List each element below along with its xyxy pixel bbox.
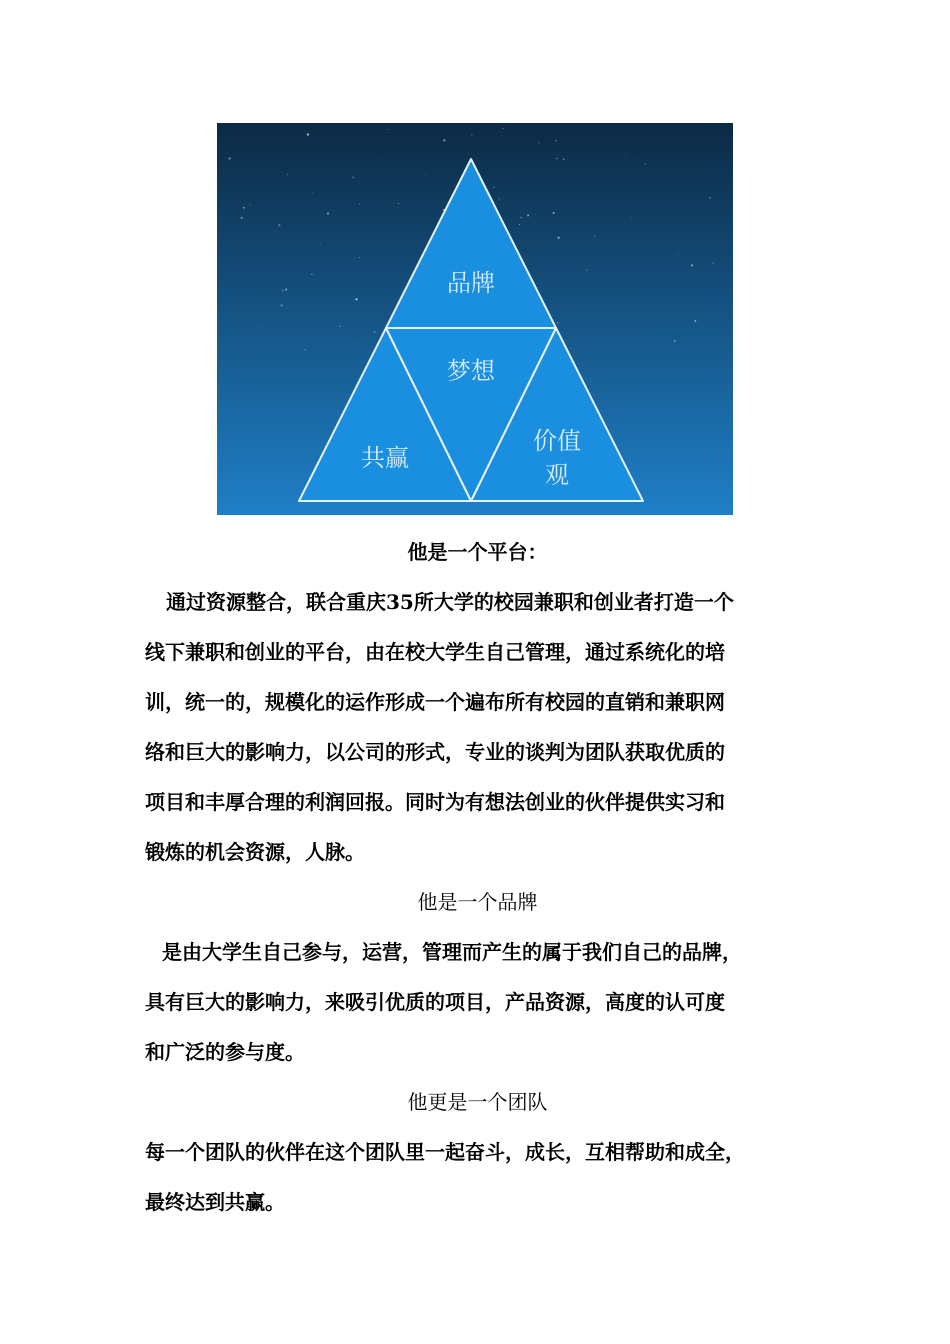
paragraph-line: 项目和丰厚合理的利润回报。同时为有想法创业的伙伴提供实习和	[145, 790, 725, 814]
star	[674, 340, 675, 341]
star	[527, 214, 529, 216]
star	[374, 331, 376, 333]
star	[709, 197, 711, 199]
star	[557, 237, 559, 239]
paragraph-line: 络和巨大的影响力，以公司的形式，专业的谈判为团队获取优质的	[145, 740, 725, 764]
star	[250, 204, 251, 205]
paragraph-line: 具有巨大的影响力，来吸引优质的项目，产品资源，高度的认可度	[145, 990, 725, 1014]
star	[304, 349, 306, 351]
star	[359, 203, 360, 204]
star	[425, 174, 426, 175]
pyramid-diagram	[217, 123, 733, 515]
paragraph-line: 通过资源整合，联合重庆35所大学的校园兼职和创业者打造一个	[166, 590, 734, 614]
star	[359, 257, 360, 258]
star	[313, 192, 314, 193]
star	[339, 326, 341, 328]
star	[557, 322, 558, 323]
star	[502, 128, 503, 129]
star	[594, 236, 595, 237]
star	[354, 343, 355, 344]
heading-team: 他更是一个团队	[407, 1090, 548, 1114]
star	[355, 298, 357, 300]
star	[586, 269, 587, 270]
label-brand: 品牌	[447, 269, 495, 297]
paragraph-line: 训，统一的，规模化的运作形成一个遍布所有校园的直销和兼职网	[145, 690, 725, 714]
star	[443, 139, 445, 141]
star	[282, 290, 284, 292]
star	[307, 133, 309, 135]
star	[624, 154, 625, 155]
label-values-line1: 价值	[533, 427, 581, 455]
star	[499, 198, 500, 199]
star	[286, 174, 288, 176]
heading-platform: 他是一个平台：	[407, 540, 548, 564]
star	[712, 241, 713, 242]
paragraph-line: 线下兼职和创业的平台，由在校大学生自己管理，通过系统化的培	[145, 640, 725, 664]
paragraph-line: 锻炼的机会资源，人脉。	[145, 840, 365, 864]
star	[285, 289, 287, 291]
star	[691, 264, 693, 266]
paragraph-line: 每一个团队的伙伴在这个团队里一起奋斗，成长，互相帮助和成全，	[145, 1140, 745, 1164]
star	[311, 274, 312, 275]
label-dream: 梦想	[447, 357, 495, 385]
star	[471, 134, 472, 135]
paragraph-line: 和广泛的参与度。	[145, 1040, 305, 1064]
label-win-win: 共赢	[361, 444, 409, 472]
star	[256, 325, 257, 326]
label-values-line2: 观	[545, 461, 569, 489]
heading-brand: 他是一个品牌	[417, 890, 538, 914]
star	[243, 207, 245, 209]
star	[519, 224, 520, 225]
star	[387, 129, 388, 130]
star	[713, 262, 714, 263]
star	[694, 320, 696, 322]
star	[327, 213, 329, 215]
star	[304, 131, 305, 132]
star	[493, 187, 494, 188]
body-text	[145, 527, 810, 1227]
star	[563, 158, 565, 160]
star	[229, 158, 231, 160]
paragraph-line: 最终达到共赢。	[145, 1190, 285, 1214]
paragraph-line: 是由大学生自己参与，运营，管理而产生的属于我们自己的品牌，	[162, 940, 742, 964]
star	[241, 217, 243, 219]
star	[398, 203, 399, 204]
star	[678, 253, 679, 254]
star	[320, 244, 321, 245]
star	[556, 157, 558, 159]
star	[520, 217, 521, 218]
star	[278, 224, 280, 226]
star	[645, 163, 646, 164]
star	[553, 212, 555, 214]
star	[280, 304, 282, 306]
star	[352, 176, 354, 178]
star	[555, 140, 557, 142]
star	[538, 142, 539, 143]
pyramid-svg	[217, 123, 733, 515]
star	[631, 217, 632, 218]
